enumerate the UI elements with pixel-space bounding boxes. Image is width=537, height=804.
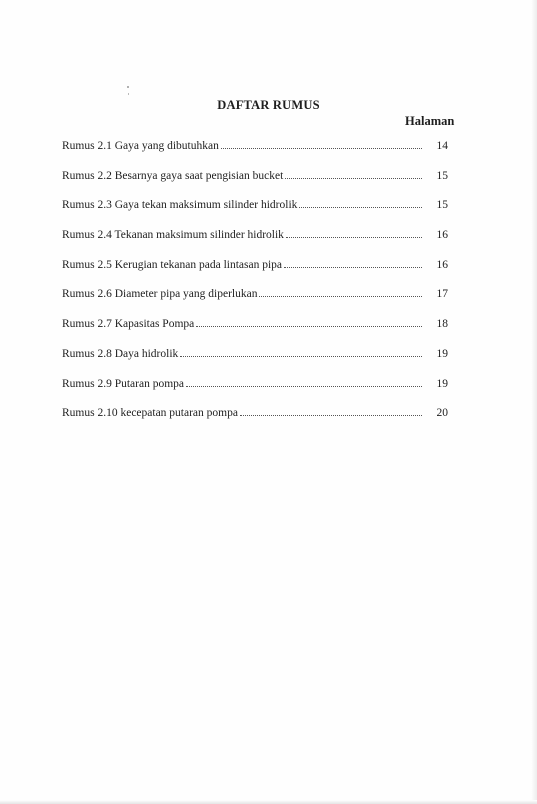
list-item — [62, 407, 448, 422]
dot-leader — [186, 385, 422, 387]
formula-list — [62, 140, 448, 437]
scan-speck — [128, 93, 129, 95]
entry-label: Rumus 2.1 Gaya yang dibutuhkan — [62, 140, 219, 152]
page-edge-shadow — [531, 0, 537, 804]
entry-label: Rumus 2.3 Gaya tekan maksimum silinder hidrolik — [62, 199, 298, 212]
dot-leader — [286, 236, 422, 238]
entry-page-number: 16 — [436, 229, 448, 242]
entry-label: Rumus 2.8 Daya hidrolik — [62, 347, 179, 360]
list-item — [62, 259, 448, 274]
list-item — [62, 199, 448, 214]
entry-page-number: 20 — [436, 407, 448, 420]
list-item — [62, 348, 448, 363]
list-item — [62, 140, 448, 155]
list-item — [62, 288, 448, 303]
dot-leader — [240, 414, 422, 416]
entry-label: Rumus 2.6 Diameter pipa yang diperlukan — [62, 288, 258, 301]
dot-leader — [285, 177, 422, 179]
entry-page-number: 18 — [436, 318, 448, 331]
dot-leader — [299, 206, 422, 208]
dot-leader — [196, 325, 422, 327]
scan-speck — [127, 86, 129, 88]
list-item — [62, 378, 448, 393]
page-bottom-shadow — [0, 800, 537, 804]
dot-leader — [221, 147, 422, 149]
page-title: DAFTAR RUMUS — [217, 98, 320, 112]
dot-leader — [259, 295, 422, 297]
list-item — [62, 318, 448, 333]
entry-label: Rumus 2.5 Kerugian tekanan pada lintasan pipa — [62, 258, 283, 271]
entry-page-number: 19 — [436, 377, 448, 390]
page-column-header: Halaman — [405, 114, 455, 128]
entry-label: Rumus 2.4 Tekanan maksimum silinder hidrolik — [62, 229, 284, 242]
entry-page-number: 14 — [436, 140, 448, 152]
entry-label: Rumus 2.10 kecepatan putaran pompa — [62, 407, 238, 420]
list-item — [62, 229, 448, 244]
list-item — [62, 170, 448, 185]
entry-label: Rumus 2.7 Kapasitas Pompa — [62, 318, 195, 331]
entry-page-number: 15 — [436, 199, 448, 212]
entry-page-number: 16 — [436, 258, 448, 271]
entry-label: Rumus 2.2 Besarnya gaya saat pengisian bucket — [62, 169, 284, 182]
entry-page-number: 19 — [436, 347, 448, 360]
entry-page-number: 15 — [436, 169, 448, 182]
entry-page-number: 17 — [436, 288, 448, 301]
entry-label: Rumus 2.9 Putaran pompa — [62, 377, 185, 390]
dot-leader — [284, 266, 422, 268]
dot-leader — [180, 355, 422, 357]
